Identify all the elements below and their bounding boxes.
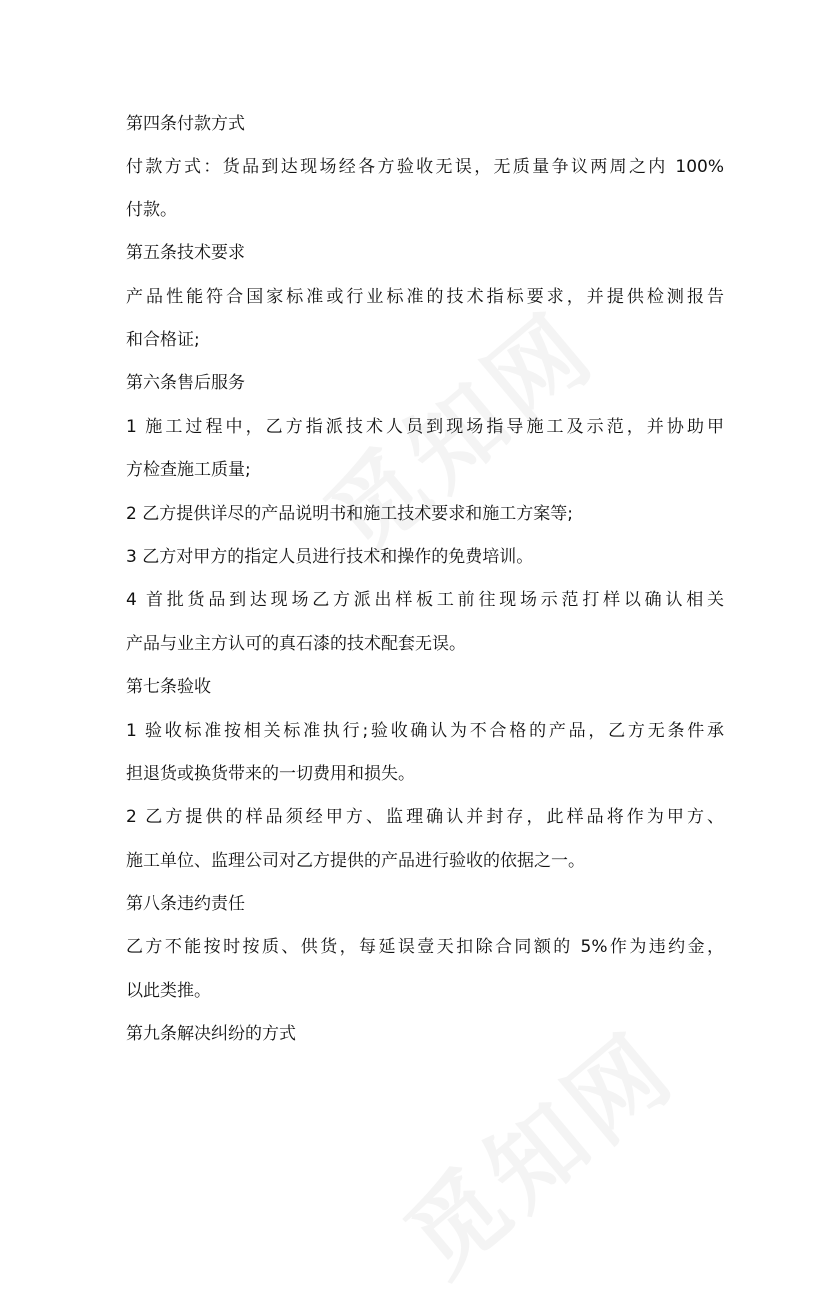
section-heading-liability: 第八条违约责任 bbox=[126, 894, 245, 914]
paragraph-line: 2 乙方提供详尽的产品说明书和施工技术要求和施工方案等; bbox=[126, 504, 573, 524]
section-heading-technical: 第五条技术要求 bbox=[126, 243, 245, 263]
section-heading-disputes: 第九条解决纠纷的方式 bbox=[126, 1024, 296, 1044]
paragraph-line: 担退货或换货带来的一切费用和损失。 bbox=[126, 764, 415, 784]
paragraph-line: 付款方式：货品到达现场经各方验收无误，无质量争议两周之内 100% bbox=[126, 157, 724, 177]
section-heading-acceptance: 第七条验收 bbox=[126, 677, 211, 697]
paragraph-line: 施工单位、监理公司对乙方提供的产品进行验收的依据之一。 bbox=[126, 851, 585, 871]
paragraph-line: 1 施工过程中，乙方指派技术人员到现场指导施工及示范，并协助甲 bbox=[126, 417, 724, 437]
section-heading-after-sales: 第六条售后服务 bbox=[126, 373, 245, 393]
paragraph-line: 付款。 bbox=[126, 200, 177, 220]
paragraph-line: 3 乙方对甲方的指定人员进行技术和操作的免费培训。 bbox=[126, 547, 534, 567]
section-heading-payment: 第四条付款方式 bbox=[126, 114, 245, 134]
paragraph-line: 和合格证; bbox=[126, 330, 200, 350]
paragraph-line: 1 验收标准按相关标准执行;验收确认为不合格的产品，乙方无条件承 bbox=[126, 721, 724, 741]
paragraph-line: 4 首批货品到达现场乙方派出样板工前往现场示范打样以确认相关 bbox=[126, 590, 724, 610]
paragraph-line: 2 乙方提供的样品须经甲方、监理确认并封存，此样品将作为甲方、 bbox=[126, 807, 724, 827]
paragraph-line: 产品与业主方认可的真石漆的技术配套无误。 bbox=[126, 634, 466, 654]
paragraph-line: 乙方不能按时按质、供货，每延误壹天扣除合同额的 5%作为违约金， bbox=[126, 937, 724, 957]
paragraph-line: 产品性能符合国家标准或行业标准的技术指标要求，并提供检测报告 bbox=[126, 287, 724, 307]
paragraph-line: 方检查施工质量; bbox=[126, 460, 251, 480]
watermark-text bbox=[372, 996, 699, 1301]
paragraph-line: 以此类推。 bbox=[126, 981, 211, 1001]
